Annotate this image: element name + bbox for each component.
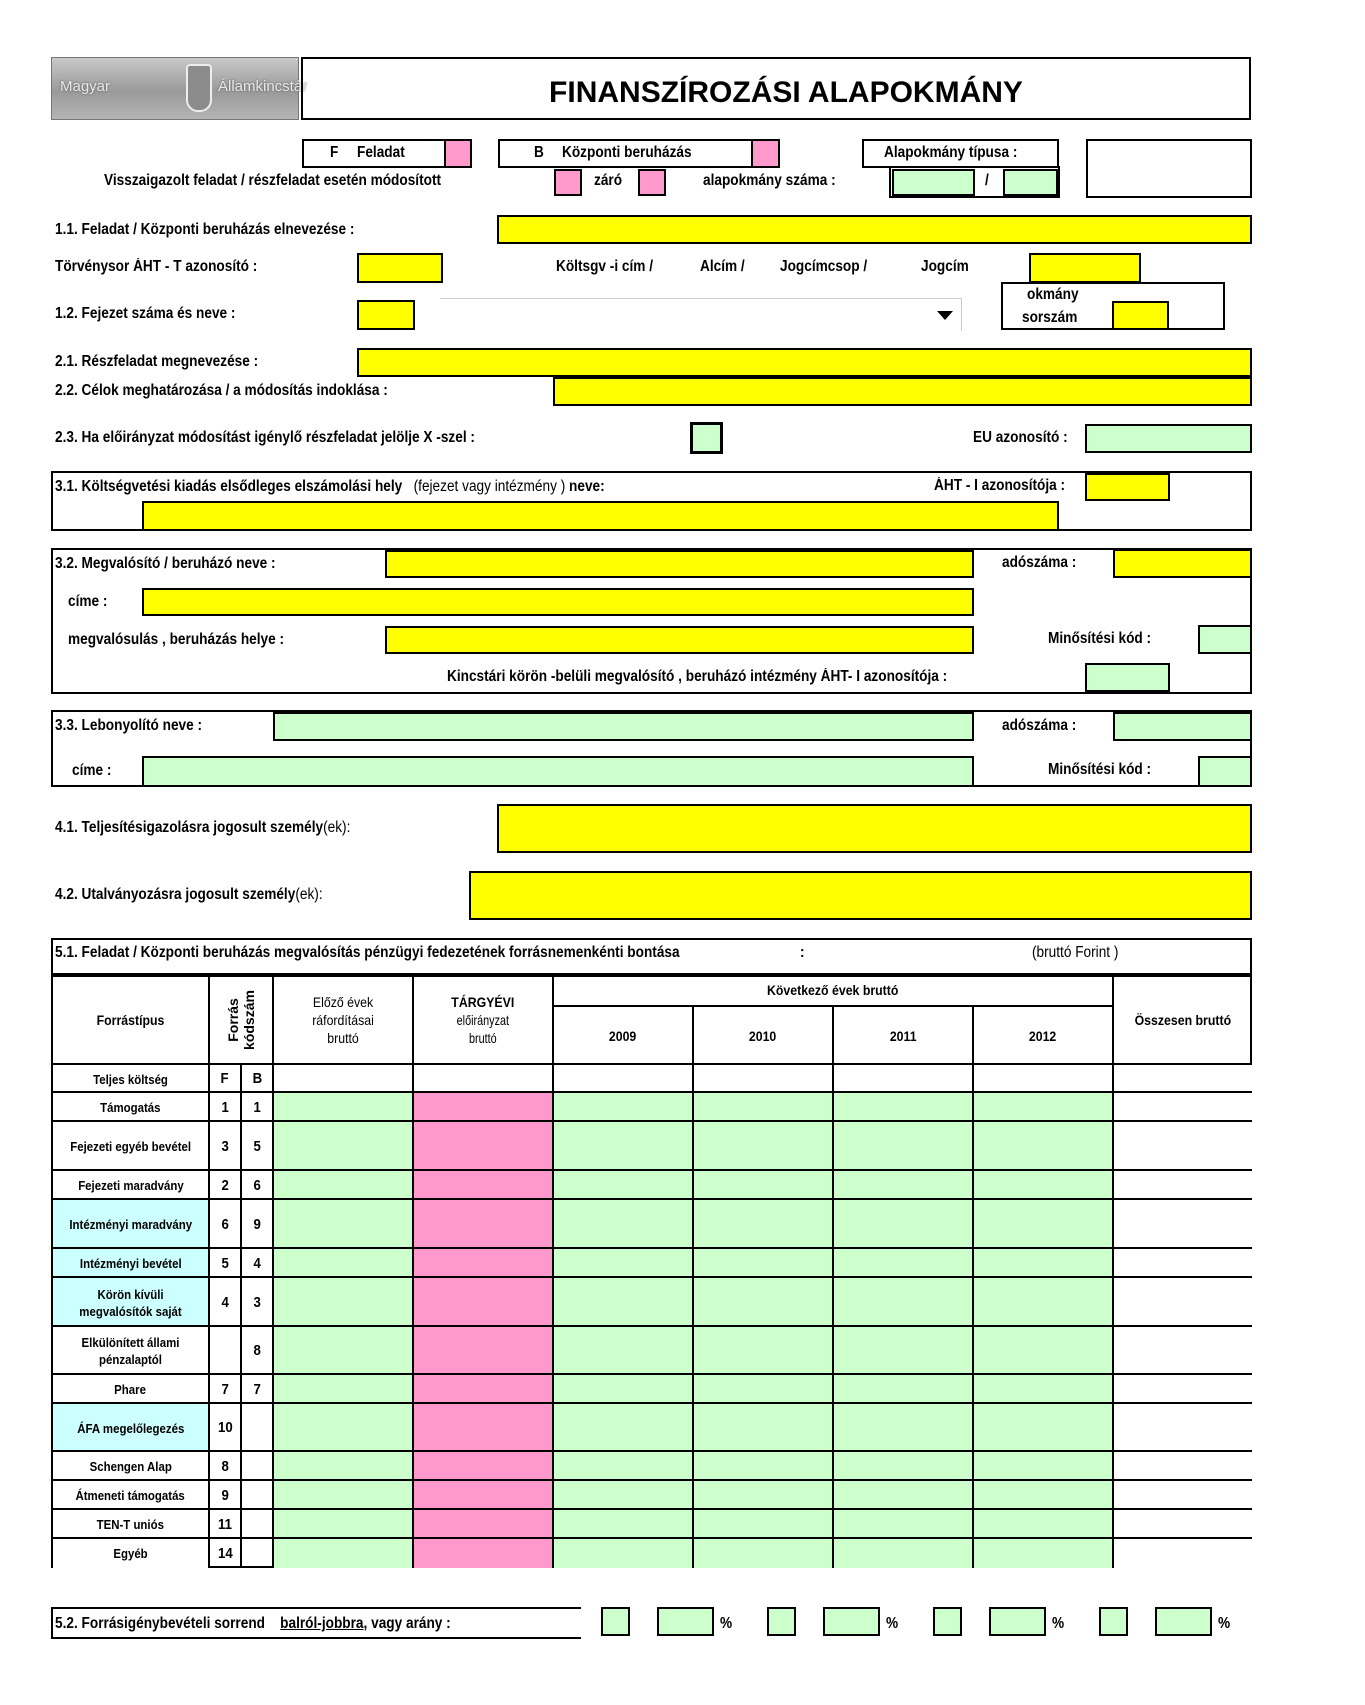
table-cell-previous-years[interactable] — [274, 1539, 414, 1568]
authorizer-input[interactable] — [469, 871, 1252, 920]
s31-label: 3.1. Költségvetési kiadás elsődleges elszámolási hely (fejezet vagy intézmény ) neve: — [55, 478, 605, 495]
table-cell-year-2012[interactable] — [974, 1404, 1114, 1452]
modified-checkbox[interactable] — [554, 169, 582, 196]
closing-checkbox[interactable] — [638, 169, 666, 196]
table-row-code-f-text: 3 — [221, 1137, 229, 1155]
table-row-code-b — [242, 1375, 274, 1404]
table-row-code-b — [242, 1065, 274, 1093]
table-cell-year-2012[interactable] — [974, 1122, 1114, 1171]
priority-order-input[interactable] — [767, 1607, 796, 1636]
table-row-code-b-text: 1 — [253, 1098, 261, 1116]
table-row-code-b-text: 9 — [253, 1215, 261, 1233]
header-year-2012 — [974, 1007, 1114, 1065]
header-total — [1114, 975, 1252, 1065]
table-cell-current-year[interactable] — [414, 1375, 554, 1404]
manager-address-input[interactable] — [142, 756, 974, 787]
s32-label: 3.2. Megvalósító / beruházó neve : — [55, 555, 276, 572]
table-cell-year-2012[interactable] — [974, 1375, 1114, 1404]
table-row-name-text: Intézményi maradvány — [69, 1217, 192, 1232]
table-cell-year-2012[interactable] — [974, 1481, 1114, 1510]
title-box — [301, 57, 1251, 120]
accounting-place-input[interactable] — [142, 501, 1059, 531]
priority-ratio-input[interactable] — [657, 1607, 714, 1636]
table-row-name — [53, 1171, 210, 1200]
table-cell-current-year[interactable] — [414, 1171, 554, 1200]
table-cell-previous-years[interactable] — [274, 1093, 414, 1122]
header-previous-years — [274, 975, 414, 1065]
table-cell-previous-years[interactable] — [274, 1200, 414, 1249]
table-cell-year-2010[interactable] — [694, 1510, 834, 1539]
table-row-code-f — [210, 1122, 242, 1171]
table-row-name-text: Elkülönített állami pénzalaptól — [81, 1335, 180, 1367]
type-label: Alapokmány típusa : — [884, 144, 1018, 161]
table-row-name-text: Fejezeti maradvány — [77, 1178, 184, 1193]
table-cell-total — [1114, 1093, 1252, 1122]
implementer-qual-input[interactable] — [1198, 625, 1252, 654]
table-row-code-f-text: 11 — [218, 1515, 232, 1533]
implementer-tax-input[interactable] — [1113, 549, 1252, 578]
table-row-name — [53, 1278, 210, 1327]
table-row-code-b — [242, 1249, 274, 1278]
table-row-code-f-text: 2 — [221, 1176, 229, 1194]
table-cell-year-2012[interactable] — [974, 1200, 1114, 1249]
title-group-label: Jogcímcsop / — [780, 258, 868, 275]
logo-text-left: Magyar — [60, 78, 111, 95]
table-cell-year-2009[interactable] — [554, 1249, 694, 1278]
table-cell-previous-years[interactable] — [274, 1404, 414, 1452]
s51-unit: (bruttó Forint ) — [1032, 944, 1119, 961]
coat-of-arms-icon — [186, 64, 212, 112]
doc-serial-input[interactable] — [1112, 301, 1169, 330]
closing-label: záró — [594, 172, 623, 189]
implementer-tax-label: adószáma : — [1002, 554, 1077, 571]
table-cell-current-year[interactable] — [414, 1510, 554, 1539]
table-cell-year-2010[interactable] — [694, 1481, 834, 1510]
priority-ratio-input[interactable] — [823, 1607, 880, 1636]
s42-label: 4.2. Utalványozásra jogosult személy(ek): — [55, 886, 323, 903]
doc-number-input[interactable] — [892, 169, 975, 196]
table-cell-year-2011[interactable] — [834, 1452, 974, 1481]
header-current-year — [414, 975, 554, 1065]
table-cell-year-2010[interactable] — [694, 1171, 834, 1200]
table-row-name — [53, 1327, 210, 1375]
table-cell-previous-years[interactable] — [274, 1249, 414, 1278]
table-row-code-b — [242, 1171, 274, 1200]
header-source-type-text: Forrástípus — [96, 1012, 165, 1028]
table-cell-total — [1114, 1510, 1252, 1539]
law-line-label: Törvénysor ÁHT - T azonosító : — [55, 258, 258, 275]
header-total-text: Összesen bruttó — [1134, 1012, 1232, 1028]
table-row-name-text: Átmeneti támogatás — [75, 1488, 186, 1503]
aht-i-input[interactable] — [1085, 473, 1170, 501]
table-cell-year-2010[interactable] — [694, 1404, 834, 1452]
modification-x-checkbox[interactable] — [690, 422, 723, 454]
table-row-code-f-text: 14 — [217, 1544, 233, 1562]
priority-order-input[interactable] — [601, 1607, 630, 1636]
table-row-code-f-text: 6 — [221, 1215, 229, 1233]
table-row-name-text: Teljes költség — [93, 1071, 168, 1087]
table-cell-year-2010[interactable] — [694, 1327, 834, 1375]
table-cell-year-2012[interactable] — [974, 1539, 1114, 1568]
percent-sign: % — [1218, 1615, 1231, 1632]
budget-title-label: Költsgv -i cím / — [556, 258, 654, 275]
treasury-label: Kincstári körön -belüli megvalósító , beruházó intézmény ÁHT- I azonosítója : — [447, 668, 948, 685]
header-year-2009-text: 2009 — [609, 1028, 637, 1044]
s52-bottom-line — [51, 1637, 581, 1639]
manager-tax-input[interactable] — [1113, 712, 1252, 741]
table-cell-current-year[interactable] — [414, 1404, 554, 1452]
table-row-code-f — [210, 1278, 242, 1327]
manager-address-label: címe : — [72, 762, 112, 779]
table-cell-year-2010[interactable] — [694, 1200, 834, 1249]
table-cell-year-2012[interactable] — [974, 1249, 1114, 1278]
table-cell-total — [1114, 1122, 1252, 1171]
table-row-code-b-text: 5 — [253, 1137, 261, 1155]
percent-sign: % — [1052, 1615, 1065, 1632]
doc-number-suffix-input[interactable] — [1003, 169, 1058, 196]
table-cell-year-2011[interactable] — [834, 1404, 974, 1452]
implementer-qual-label: Minősítési kód : — [1048, 630, 1152, 647]
treasury-logo — [51, 57, 308, 120]
doc-serial-label-2: sorszám — [1022, 309, 1078, 326]
table-cell-year-2010[interactable] — [694, 1278, 834, 1327]
table-cell-year-2011[interactable] — [834, 1122, 974, 1171]
table-cell-current-year[interactable] — [414, 1093, 554, 1122]
table-row-code-b-text: 3 — [253, 1293, 261, 1311]
table-row-code-b — [242, 1510, 274, 1539]
table-row-code-f — [210, 1200, 242, 1249]
table-row-name-text: Támogatás — [100, 1100, 161, 1115]
table-row-code-f-text: 9 — [221, 1486, 229, 1504]
table-row-name — [53, 1404, 210, 1452]
table-row-code-f-text: 8 — [221, 1457, 229, 1475]
goals-input[interactable] — [553, 377, 1252, 406]
header-year-2011-text: 2011 — [889, 1028, 917, 1044]
chevron-down-icon[interactable] — [937, 311, 953, 320]
table-row-name-text: Egyéb — [113, 1546, 148, 1561]
table-cell-year-2011[interactable] — [834, 1327, 974, 1375]
law-line-input[interactable] — [357, 253, 443, 283]
table-row-name-text: Fejezeti egyéb bevétel — [70, 1139, 191, 1154]
table-row-code-b — [242, 1452, 274, 1481]
table-cell-total — [1114, 1065, 1252, 1093]
table-cell-current-year — [414, 1065, 554, 1093]
table-top-border — [53, 973, 1252, 975]
table-cell-year-2009[interactable] — [554, 1327, 694, 1375]
table-cell-year-2010[interactable] — [694, 1122, 834, 1171]
table-cell-year-2009[interactable] — [554, 1539, 694, 1568]
page-title: FINANSZÍROZÁSI ALAPOKMÁNY — [549, 76, 1023, 109]
code-line-1: Forrás — [224, 998, 241, 1042]
beruhazas-code: B — [534, 144, 544, 161]
table-row-code-b-text: B — [252, 1070, 262, 1087]
table-row-name — [53, 1249, 210, 1278]
implementation-place-input[interactable] — [385, 626, 974, 654]
table-row-code-f — [210, 1171, 242, 1200]
s51-colon: : — [800, 944, 805, 961]
table-row-name — [53, 1375, 210, 1404]
table-cell-year-2009[interactable] — [554, 1122, 694, 1171]
table-cell-year-2012[interactable] — [974, 1510, 1114, 1539]
table-row-name-text: Körön kívüli megvalósítók saját — [79, 1286, 182, 1319]
chapter-number-input[interactable] — [357, 300, 415, 330]
table-row-code-f — [210, 1404, 242, 1452]
table-cell-previous-years[interactable] — [274, 1122, 414, 1171]
table-row-code-f — [210, 1065, 242, 1093]
table-row-code-b — [242, 1122, 274, 1171]
table-cell-previous-years — [274, 1065, 414, 1093]
table-row-code-b — [242, 1093, 274, 1122]
table-cell-year-2009[interactable] — [554, 1171, 694, 1200]
beruhazas-checkbox[interactable] — [751, 139, 780, 168]
table-row-code-f — [210, 1375, 242, 1404]
table-cell-total — [1114, 1249, 1252, 1278]
table-cell-current-year[interactable] — [414, 1278, 554, 1327]
header-year-2011 — [834, 1007, 974, 1065]
table-row-name — [53, 1093, 210, 1122]
s52-label: 5.2. Forrásigénybevételi sorrend balról-jobbra, vagy arány : — [55, 1615, 451, 1632]
table-cell-total — [1114, 1481, 1252, 1510]
table-cell-year-2009[interactable] — [554, 1278, 694, 1327]
table-cell-previous-years[interactable] — [274, 1171, 414, 1200]
aht-i-label: ÁHT - I azonosítója : — [934, 477, 1066, 494]
priority-ratio-input[interactable] — [989, 1607, 1046, 1636]
table-cell-year-2010 — [694, 1065, 834, 1093]
header-next-years — [554, 975, 1114, 1007]
table-cell-previous-years[interactable] — [274, 1375, 414, 1404]
s12-label: 1.2. Fejezet száma és neve : — [55, 305, 236, 322]
table-cell-total — [1114, 1404, 1252, 1452]
table-cell-current-year[interactable] — [414, 1539, 554, 1568]
table-cell-year-2009[interactable] — [554, 1510, 694, 1539]
table-cell-total — [1114, 1278, 1252, 1327]
table-row-code-b — [242, 1278, 274, 1327]
s22-label: 2.2. Célok meghatározása / a módosítás indoklása : — [55, 382, 388, 399]
table-row-code-b-text: 6 — [253, 1176, 261, 1194]
treasury-aht-input[interactable] — [1085, 663, 1170, 692]
table-cell-year-2011[interactable] — [834, 1375, 974, 1404]
table-row-code-f — [210, 1093, 242, 1122]
table-cell-previous-years[interactable] — [274, 1481, 414, 1510]
table-cell-year-2010[interactable] — [694, 1093, 834, 1122]
table-cell-year-2010[interactable] — [694, 1539, 834, 1568]
code-line-2: kódszám — [240, 990, 257, 1050]
table-row-name — [53, 1452, 210, 1481]
table-row-name-text: Phare — [114, 1382, 147, 1397]
table-cell-year-2010[interactable] — [694, 1452, 834, 1481]
table-row-code-b — [242, 1200, 274, 1249]
table-cell-year-2011[interactable] — [834, 1510, 974, 1539]
table-cell-total — [1114, 1452, 1252, 1481]
table-row-code-f-text: 10 — [217, 1419, 233, 1436]
table-cell-year-2009[interactable] — [554, 1452, 694, 1481]
subtask-name-input[interactable] — [357, 348, 1252, 377]
table-cell-previous-years[interactable] — [274, 1278, 414, 1327]
table-cell-year-2012[interactable] — [974, 1093, 1114, 1122]
table-cell-current-year[interactable] — [414, 1452, 554, 1481]
table-row-code-b — [242, 1404, 274, 1452]
table-row-code-f-text: 4 — [221, 1293, 229, 1311]
table-cell-previous-years[interactable] — [274, 1510, 414, 1539]
table-row-name — [53, 1539, 210, 1568]
table-row-name-text: ÁFA megelőlegezés — [76, 1420, 185, 1436]
table-row-code-f — [210, 1452, 242, 1481]
implementer-name-input[interactable] — [385, 550, 974, 578]
table-cell-previous-years[interactable] — [274, 1327, 414, 1375]
table-cell-year-2009[interactable] — [554, 1375, 694, 1404]
header-source-type — [53, 975, 210, 1065]
table-cell-year-2011[interactable] — [834, 1249, 974, 1278]
table-row-code-b-text: 7 — [253, 1380, 261, 1398]
s21-label: 2.1. Részfeladat megnevezése : — [55, 353, 259, 370]
table-cell-total — [1114, 1171, 1252, 1200]
table-row-name — [53, 1122, 210, 1171]
header-year-2009 — [554, 1007, 694, 1065]
table-row-code-b-text: 4 — [253, 1254, 261, 1272]
priority-order-input[interactable] — [1099, 1607, 1128, 1636]
table-cell-total — [1114, 1375, 1252, 1404]
table-row-name-text: Intézményi bevétel — [79, 1256, 182, 1271]
s23-label: 2.3. Ha előirányzat módosítást igénylő részfeladat jelölje X -szel : — [55, 429, 475, 446]
eu-id-input[interactable] — [1085, 424, 1252, 453]
table-cell-year-2011[interactable] — [834, 1481, 974, 1510]
table-cell-year-2009[interactable] — [554, 1200, 694, 1249]
header-year-2010 — [694, 1007, 834, 1065]
s52-left-line — [51, 1607, 53, 1639]
table-cell-year-2012 — [974, 1065, 1114, 1093]
financing-table — [51, 975, 1252, 1568]
table-row-name-text: Schengen Alap — [89, 1459, 172, 1474]
type-value-box[interactable] — [1086, 139, 1252, 198]
table-row-code-f-text: 1 — [221, 1098, 229, 1116]
table-cell-year-2011 — [834, 1065, 974, 1093]
table-row-code-b-text: 8 — [253, 1342, 261, 1359]
doc-serial-label-1: okmány — [1027, 286, 1079, 303]
table-row-name — [53, 1200, 210, 1249]
legal-title-input[interactable] — [1029, 253, 1141, 283]
header-next-years-text: Következő évek bruttó — [767, 982, 899, 998]
header-source-code — [210, 975, 274, 1065]
table-cell-year-2009[interactable] — [554, 1404, 694, 1452]
table-cell-year-2012[interactable] — [974, 1171, 1114, 1200]
doc-number-slash: / — [985, 172, 989, 189]
logo-text-right: Államkincstár — [218, 78, 308, 95]
manager-qual-input[interactable] — [1198, 756, 1252, 787]
table-cell-year-2011[interactable] — [834, 1200, 974, 1249]
implementer-address-label: címe : — [68, 593, 108, 610]
manager-name-input[interactable] — [273, 712, 974, 741]
table-cell-total — [1114, 1200, 1252, 1249]
rejected-label: Visszaigazolt feladat / részfeladat esetén módosított — [104, 172, 442, 189]
table-cell-year-2011[interactable] — [834, 1093, 974, 1122]
table-row-code-f — [210, 1327, 242, 1375]
table-cell-current-year[interactable] — [414, 1122, 554, 1171]
priority-order-input[interactable] — [933, 1607, 962, 1636]
table-cell-year-2009[interactable] — [554, 1093, 694, 1122]
percent-sign: % — [886, 1615, 899, 1632]
header-previous-years-text: Előző évek ráfordításai bruttó — [312, 994, 374, 1046]
s41-label: 4.1. Teljesítésigazolásra jogosult személy(ek): — [55, 819, 351, 836]
table-cell-total — [1114, 1327, 1252, 1375]
table-cell-year-2011[interactable] — [834, 1278, 974, 1327]
header-source-code-text — [225, 990, 257, 1050]
table-cell-year-2012[interactable] — [974, 1452, 1114, 1481]
table-cell-year-2012[interactable] — [974, 1327, 1114, 1375]
implementer-address-input[interactable] — [142, 588, 974, 616]
table-cell-year-2009[interactable] — [554, 1481, 694, 1510]
header-current-year-text: TÁRGYÉVI előirányzat bruttó — [451, 994, 515, 1046]
doc-number-label: alapokmány száma : — [703, 172, 836, 189]
subtitle-label: Alcím / — [700, 258, 745, 275]
table-row-code-f-text: 7 — [221, 1380, 229, 1398]
task-name-input[interactable] — [497, 215, 1252, 244]
header-year-2012-text: 2012 — [1029, 1028, 1057, 1044]
table-row-code-f — [210, 1249, 242, 1278]
manager-tax-label: adószáma : — [1002, 717, 1077, 734]
table-cell-year-2011[interactable] — [834, 1171, 974, 1200]
table-row-code-f — [210, 1481, 242, 1510]
legal-title-label: Jogcím — [921, 258, 969, 275]
table-row-name — [53, 1510, 210, 1539]
header-year-2010-text: 2010 — [749, 1028, 777, 1044]
table-cell-previous-years[interactable] — [274, 1452, 414, 1481]
feladat-checkbox[interactable] — [444, 139, 472, 168]
table-row-code-b — [242, 1327, 274, 1375]
table-cell-current-year[interactable] — [414, 1249, 554, 1278]
priority-ratio-input[interactable] — [1155, 1607, 1212, 1636]
table-cell-year-2012[interactable] — [974, 1278, 1114, 1327]
chapter-select[interactable] — [440, 298, 962, 331]
s52-top-line — [51, 1607, 581, 1609]
s33-label: 3.3. Lebonyolító neve : — [55, 717, 203, 734]
feladat-code: F — [330, 144, 339, 161]
table-cell-year-2009 — [554, 1065, 694, 1093]
table-row-code-f-text: 5 — [221, 1254, 229, 1272]
feladat-label: Feladat — [357, 144, 405, 161]
table-row-code-f — [210, 1510, 242, 1539]
s51-label: 5.1. Feladat / Központi beruházás megvalósítás pénzügyi fedezetének forrásnemenkénti bontása — [55, 944, 680, 961]
table-row-code-b — [242, 1481, 274, 1510]
table-row-name — [53, 1481, 210, 1510]
certifier-input[interactable] — [497, 804, 1252, 853]
table-cell-year-2011[interactable] — [834, 1539, 974, 1568]
eu-id-label: EU azonosító : — [973, 429, 1068, 446]
beruhazas-label: Központi beruházás — [562, 144, 692, 161]
table-cell-total — [1114, 1539, 1252, 1568]
table-row-code-f — [210, 1539, 242, 1568]
table-row-code-b — [242, 1539, 274, 1568]
table-row-name-text: TEN-T uniós — [96, 1517, 165, 1532]
table-row-name — [53, 1065, 210, 1093]
s11-label: 1.1. Feladat / Központi beruházás elnevezése : — [55, 221, 355, 238]
table-cell-year-2010[interactable] — [694, 1375, 834, 1404]
implementation-place-label: megvalósulás , beruházás helye : — [68, 631, 285, 648]
table-cell-current-year[interactable] — [414, 1200, 554, 1249]
table-cell-year-2010[interactable] — [694, 1249, 834, 1278]
table-cell-current-year[interactable] — [414, 1481, 554, 1510]
manager-qual-label: Minősítési kód : — [1048, 761, 1152, 778]
table-row-code-f-text: F — [220, 1070, 230, 1087]
table-cell-current-year[interactable] — [414, 1327, 554, 1375]
percent-sign: % — [720, 1615, 733, 1632]
